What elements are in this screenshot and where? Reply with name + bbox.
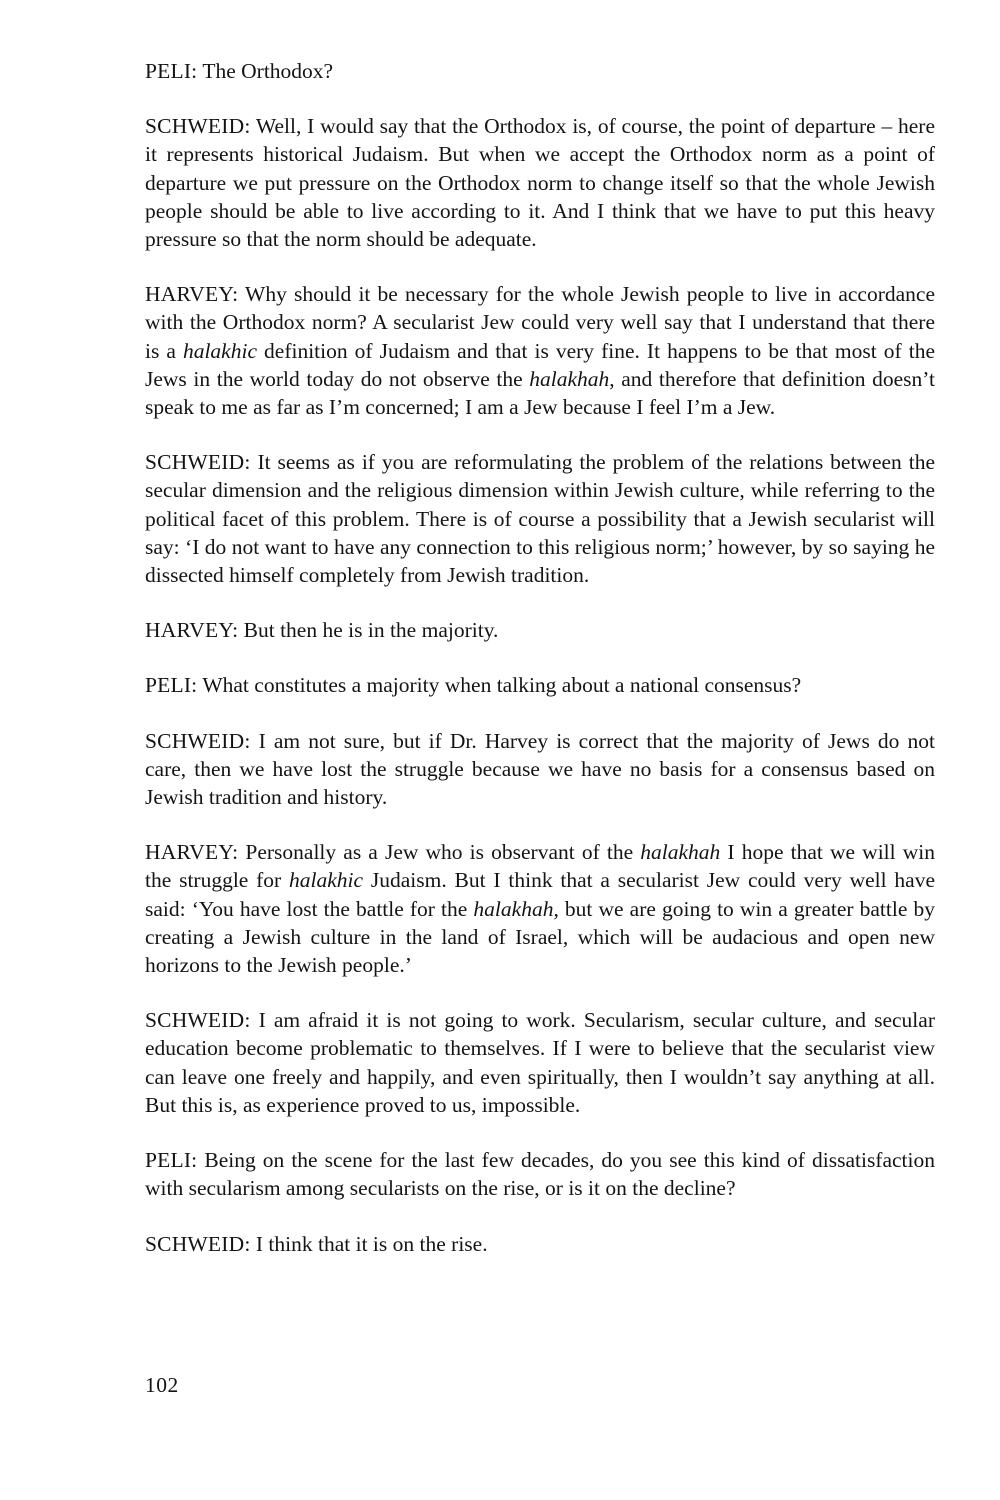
dialogue-text: Why should it be necessary for the whole Jewish people to live in accordance with the Orthodox norm? A secularist Jew could very well say that I understand that there is a bbox=[145, 282, 935, 363]
italic-term: halakhah bbox=[640, 840, 721, 865]
speaker-label: HARVEY: bbox=[145, 282, 239, 307]
italic-term: halakhic bbox=[289, 868, 364, 893]
speaker-label: HARVEY: bbox=[145, 840, 239, 865]
dialogue-text: I am afraid it is not going to work. Secularism, secular culture, and secular education become problematic to themselves. If I were to believe that the secularist view can leave one freely and happily, and even spiritually, then I wouldn’t say anything at all. But this is, as experience proved to us, impossible. bbox=[145, 1008, 935, 1117]
dialogue-text: Judaism. But I think that a secularist Jew could very well have said: ‘You have lost the battle for the bbox=[145, 868, 936, 921]
italic-term: halakhah bbox=[473, 896, 554, 921]
speaker-label: SCHWEID: bbox=[145, 1231, 251, 1256]
speaker-label: SCHWEID: bbox=[145, 114, 251, 139]
dialogue-text: Well, I would say that the Orthodox is, of course, the point of departure – here it represents historical Judaism. But when we accept the Orthodox norm as a point of departure we put pressure on the Orthodox norm to change itself so that the whole Jewish people should be able to live according to it. And I think that we have to put this heavy pressure so that the norm should be adequate. bbox=[145, 114, 935, 252]
italic-term: halakhah bbox=[529, 366, 610, 391]
italic-term: halakhic bbox=[182, 338, 257, 363]
dialogue-text: definition of Judaism and that is very fine. It happens to be that most of the Jews in the world today do not observe the bbox=[145, 338, 935, 391]
dialogue-paragraph bbox=[145, 57, 935, 85]
dialogue-paragraph bbox=[145, 1146, 935, 1202]
dialogue-paragraph bbox=[145, 1230, 935, 1258]
dialogue-paragraph bbox=[145, 616, 935, 644]
speaker-label: SCHWEID: bbox=[145, 1008, 251, 1033]
dialogue-text: I hope that we will win the struggle for bbox=[145, 840, 935, 893]
dialogue-paragraph bbox=[145, 1006, 935, 1119]
page-number: 102 bbox=[145, 1373, 179, 1397]
dialogue-paragraph bbox=[145, 280, 935, 421]
dialogue-text: Personally as a Jew who is observant of the bbox=[238, 840, 641, 865]
dialogue-paragraph bbox=[145, 448, 935, 589]
speaker-label: PELI: bbox=[145, 673, 198, 698]
dialogue-text: I think that it is on the rise. bbox=[250, 1231, 488, 1256]
dialogue-text: I am not sure, but if Dr. Harvey is correct that the majority of Jews do not care, then we have lost the struggle because we have no basis for a consensus based on Jewish tradition and history. bbox=[145, 728, 935, 810]
speaker-label: HARVEY: bbox=[145, 618, 239, 643]
dialogue-text: What constitutes a majority when talking about a national consensus? bbox=[197, 673, 802, 698]
speaker-label: PELI: bbox=[145, 1148, 198, 1173]
dialogue-text: But then he is in the majority. bbox=[238, 618, 499, 643]
dialogue-paragraph bbox=[145, 112, 935, 253]
dialogue-text: It seems as if you are reformulating the problem of the relations between the secular dimension and the religious dimension within Jewish culture, while referring to the political facet of this problem. There is of course a possibility that a Jewish secularist will say: ‘I do not want to have any connection to this religious norm;’ however, by so saying he dissected himself completely from Jewish tradition. bbox=[145, 450, 935, 588]
dialogue-text: Being on the scene for the last few decades, do you see this kind of dissatisfaction with secularism among secularists on the rise, or is it on the decline? bbox=[145, 1148, 935, 1201]
speaker-label: SCHWEID: bbox=[145, 450, 251, 475]
speaker-label: PELI: bbox=[145, 59, 198, 83]
dialogue-text: The Orthodox? bbox=[197, 59, 334, 83]
dialogue-paragraph bbox=[145, 671, 935, 699]
speaker-label: SCHWEID: bbox=[145, 728, 251, 753]
interview-transcript bbox=[145, 57, 935, 1285]
dialogue-paragraph bbox=[145, 727, 935, 812]
dialogue-paragraph bbox=[145, 838, 935, 979]
dialogue-text: , but we are going to win a greater battle by creating a Jewish culture in the land of Israel, which will be audacious and open new horizons to the Jewish people.’ bbox=[145, 896, 935, 978]
dialogue-text: , and therefore that definition doesn’t speak to me as far as I’m concerned; I am a Jew because I feel I’m a Jew. bbox=[145, 366, 935, 420]
